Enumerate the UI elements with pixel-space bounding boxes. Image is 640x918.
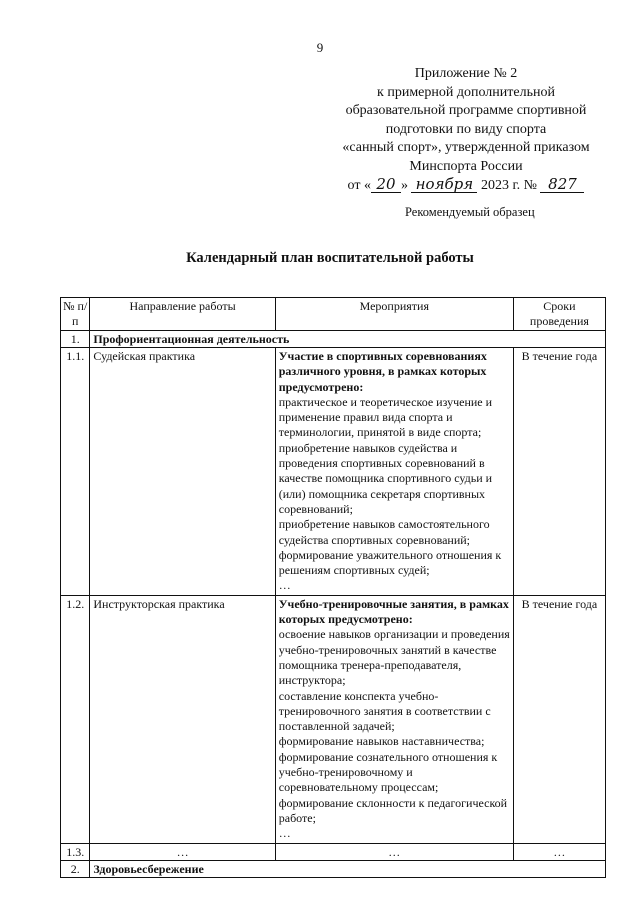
event-item: формирование склонности к педагогической работе; <box>278 795 508 825</box>
table-row <box>61 348 606 596</box>
date-prefix: от « <box>347 177 371 193</box>
event-item: приобретение навыков самостоятельного судейства спортивных соревнований; <box>278 517 490 547</box>
header-timing: Сроки проведения <box>513 298 605 331</box>
event-item: приобретение навыков судейства и проведения спортивных соревнований в качестве помощника спортивного судьи и (или) помощника секретаря спортивных соревнований; <box>278 440 493 516</box>
section-row <box>61 860 606 877</box>
section-title: Профориентационная деятельность <box>90 331 606 348</box>
date-mid: » <box>400 177 408 193</box>
event-item: формирование сознательного отношения к учебно-тренировочному и соревновательному процессам; <box>278 749 498 795</box>
table-row <box>61 843 606 860</box>
row-direction: Инструкторская практика <box>90 595 275 843</box>
event-item: формирование навыков наставничества; <box>278 734 485 749</box>
page-number: 9 <box>316 40 324 55</box>
row-events <box>275 595 513 843</box>
event-item: формирование уважительного отношения к решениям спортивных судей; <box>278 547 502 578</box>
section-number: 2. <box>61 860 90 877</box>
events-heading: Участие в спортивных соревнованиях различного уровня, в рамках которых предусмотрено: <box>278 349 487 394</box>
appendix-line: Минспорта России <box>409 158 523 174</box>
header-events: Мероприятия <box>275 298 513 331</box>
event-item: составление конспекта учебно-тренировочного занятия в соответствии с поставленной задачей; <box>278 688 491 734</box>
appendix-line: «санный спорт», утвержденной приказом <box>342 140 590 156</box>
row-events <box>275 348 513 596</box>
row-timing: В течение года <box>513 595 605 843</box>
event-item: освоение навыков организации и проведения учебно-тренировочных занятий в качестве помощника тренера-преподавателя, инструктора; <box>278 627 510 688</box>
section-row <box>61 331 606 348</box>
table-row <box>61 595 606 843</box>
appendix-line: подготовки по виду спорта <box>385 121 547 137</box>
order-date-line <box>300 174 632 196</box>
appendix-line: образовательной программе спортивной <box>345 103 587 119</box>
calendar-plan-table <box>60 297 606 878</box>
events-heading: Учебно-тренировочные занятия, в рамках которых предусмотрено: <box>278 596 509 627</box>
row-events: … <box>275 843 513 860</box>
header-number: № п/п <box>61 298 90 331</box>
row-direction: … <box>90 843 275 860</box>
row-direction: Судейская практика <box>90 348 275 596</box>
handwritten-order-number: 827 <box>540 177 584 193</box>
section-number: 1. <box>61 331 90 348</box>
appendix-line: к примерной дополнительной <box>377 84 555 100</box>
handwritten-day: 20 <box>371 177 401 193</box>
row-number: 1.3. <box>61 843 90 860</box>
appendix-block <box>300 65 632 195</box>
document-title: Календарный план воспитательной работы <box>186 250 474 266</box>
event-item: … <box>278 578 291 593</box>
table-header-row <box>61 298 606 331</box>
recommended-sample-label: Рекомендуемый образец <box>405 205 535 219</box>
row-timing: В течение года <box>513 348 605 596</box>
handwritten-month: ноября <box>411 177 477 193</box>
row-number: 1.2. <box>61 595 90 843</box>
row-timing: … <box>513 843 605 860</box>
appendix-line: Приложение № 2 <box>414 66 518 81</box>
date-year: 2023 г. № <box>480 177 537 193</box>
row-number: 1.1. <box>61 348 90 596</box>
header-direction: Направление работы <box>90 298 275 331</box>
section-title: Здоровьесбережение <box>90 860 606 877</box>
event-item: практическое и теоретическое изучение и применение правил вида спорта и терминологии, принятой в виде спорта; <box>278 394 493 440</box>
event-item: … <box>278 826 291 841</box>
